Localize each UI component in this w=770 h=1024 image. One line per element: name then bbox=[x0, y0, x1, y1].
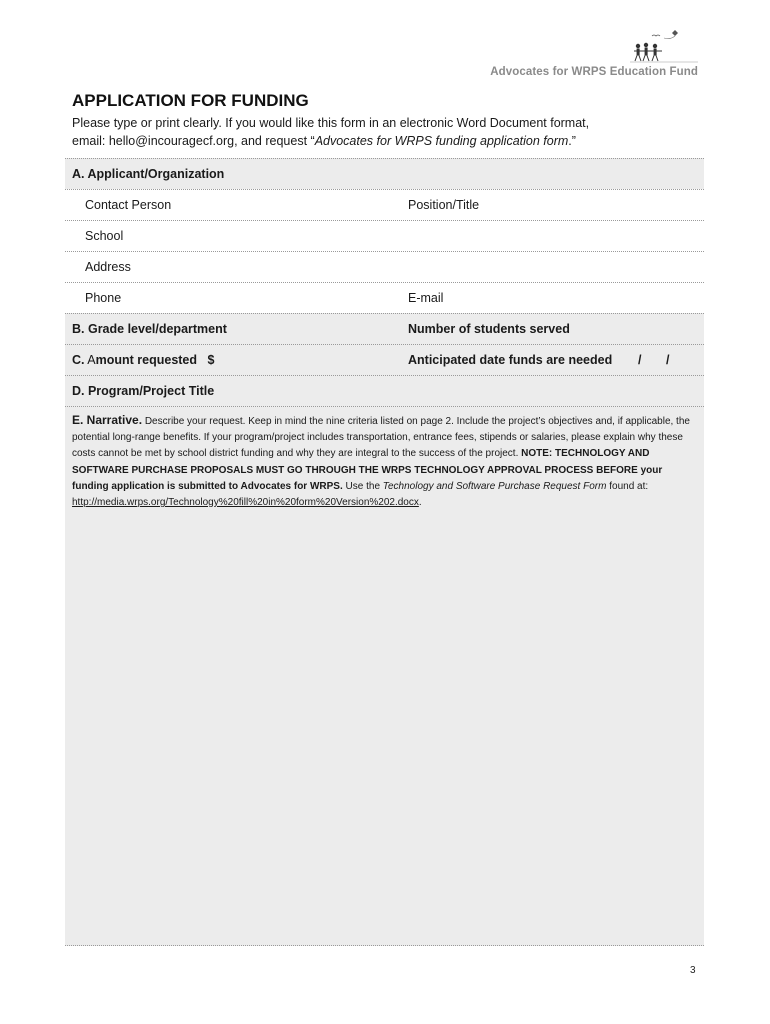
narrative-text-3: found at: bbox=[606, 480, 649, 492]
section-d-label: D. Program/Project Title bbox=[72, 384, 215, 398]
children-holding-hands-icon bbox=[600, 28, 700, 66]
school-row[interactable] bbox=[65, 220, 704, 251]
narrative-note: NOTE: TECHNOLOGY AND SOFTWARE PURCHASE PROPOSALS MUST GO THROUGH THE WRPS TECHNOLOGY APPROVAL PROCESS BEFORE bbox=[72, 448, 650, 476]
address-label: Address bbox=[85, 260, 131, 274]
page-number: 3 bbox=[690, 965, 696, 976]
narrative-form-name: Technology and Software Purchase Request Form bbox=[382, 480, 607, 492]
section-c-rest: mount requested bbox=[95, 353, 198, 367]
dollar-sign: $ bbox=[207, 353, 215, 367]
students-served-label: Number of students served bbox=[408, 322, 570, 336]
instructions bbox=[72, 114, 632, 150]
section-b-row[interactable] bbox=[65, 313, 704, 344]
narrative-text-1: Describe your request. Keep in mind the nine criteria listed on page 2. Include the project’s objectives and, if applicable, the potential long-range benefits. If your program/project includes transportation, entrance fees, stipends or salaries, please explain why these costs cannot be met by school district funding and why they are integral to the success of the project. bbox=[72, 416, 690, 460]
date-separator-1: / bbox=[638, 353, 642, 367]
email-label: E-mail bbox=[408, 291, 444, 305]
section-c-label bbox=[72, 353, 214, 367]
section-d-row[interactable] bbox=[65, 375, 704, 406]
section-c-row[interactable] bbox=[65, 344, 704, 375]
instructions-line2-suffix: .” bbox=[568, 134, 576, 148]
contact-person-label: Contact Person bbox=[85, 198, 172, 212]
section-a-label: A. Applicant/Organization bbox=[72, 167, 225, 181]
section-c-a: A bbox=[84, 353, 96, 367]
narrative-label: E. Narrative. bbox=[72, 413, 143, 427]
phone-label: Phone bbox=[85, 291, 122, 305]
page-title: APPLICATION FOR FUNDING bbox=[72, 91, 309, 110]
narrative-text-4: . bbox=[418, 497, 422, 509]
narrative-note-2: your funding application is submitted to Advocates for WRPS. bbox=[72, 464, 663, 492]
section-b-label: B. Grade level/department bbox=[72, 322, 227, 336]
date-separator-2: / bbox=[666, 353, 670, 367]
school-label: School bbox=[85, 229, 124, 243]
address-row[interactable] bbox=[65, 251, 704, 282]
anticipated-date-label: Anticipated date funds are needed bbox=[408, 353, 613, 367]
contact-person-row[interactable] bbox=[65, 189, 704, 220]
application-form bbox=[65, 158, 704, 946]
narrative-text-2: Use the bbox=[342, 480, 383, 492]
narrative-section[interactable] bbox=[65, 406, 704, 946]
section-c-letter: C. bbox=[72, 353, 85, 367]
instructions-form-name: Advocates for WRPS funding application form bbox=[314, 134, 569, 148]
instructions-line2-prefix: email: hello@incouragecf.org, and request “ bbox=[72, 134, 315, 148]
instructions-line1: Please type or print clearly. If you would like this form in an electronic Word Document format, bbox=[72, 116, 590, 130]
position-title-label: Position/Title bbox=[408, 198, 480, 212]
organization-name: Advocates for WRPS Education Fund bbox=[490, 66, 698, 78]
phone-row[interactable] bbox=[65, 282, 704, 313]
section-a-row bbox=[65, 158, 704, 189]
technology-form-link[interactable]: http://media.wrps.org/Technology%20fill%20in%20form%20Version%202.docx bbox=[72, 497, 419, 509]
